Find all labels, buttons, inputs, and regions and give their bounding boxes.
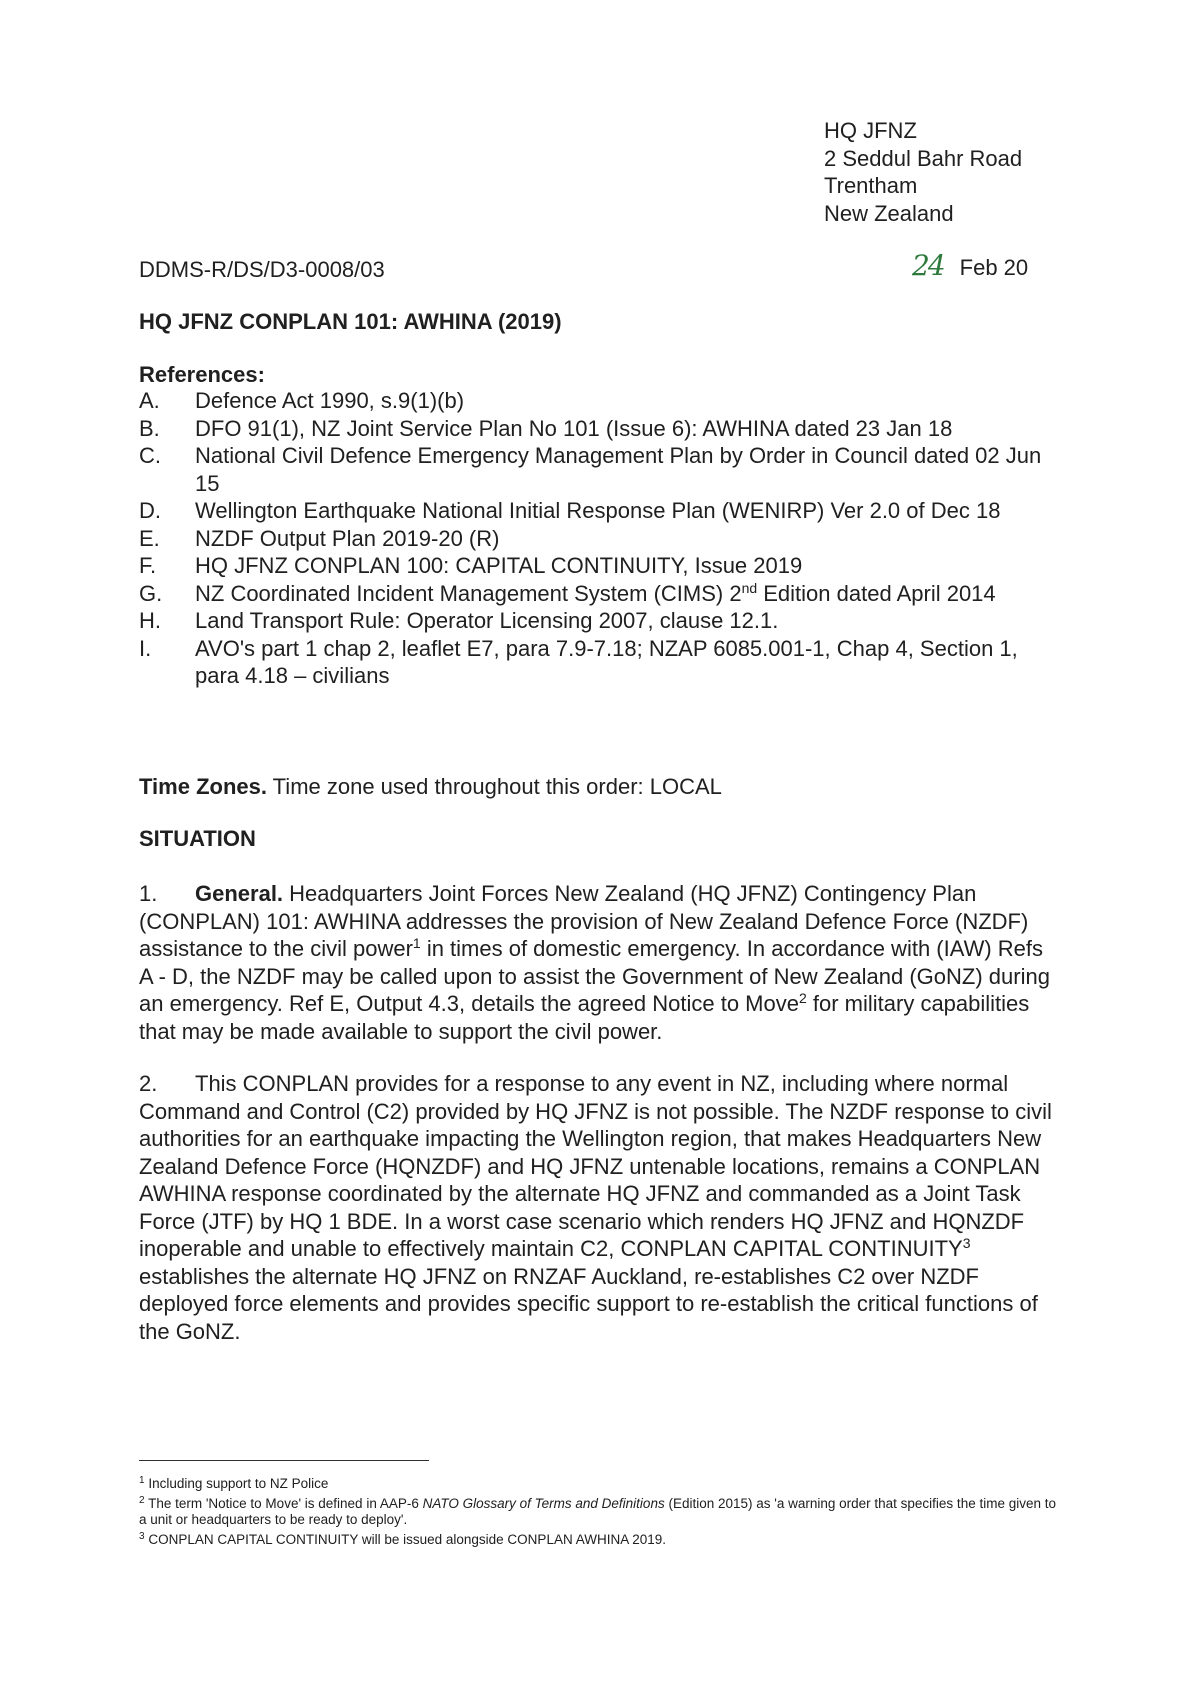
paragraph-text: establishes the alternate HQ JFNZ on RNZAF Auckland, re-establishes C2 over NZDF deployed force elements and provides specific support to re-establish the critical functions of the GoNZ. bbox=[139, 1263, 1038, 1344]
footnote-italic-title: NATO Glossary of Terms and Definitions bbox=[422, 1495, 665, 1511]
reference-text-part: NZ Coordinated Incident Management System (CIMS) 2 bbox=[195, 580, 742, 606]
reference-text: AVO's part 1 chap 2, leaflet E7, para 7.9-7.18; NZAP 6085.001-1, Chap 4, Section 1, para 4.18 – civilians bbox=[195, 635, 1018, 688]
reference-text: HQ JFNZ CONPLAN 100: CAPITAL CONTINUITY, Issue 2019 bbox=[195, 553, 803, 578]
address-line: New Zealand bbox=[824, 200, 954, 226]
paragraph-text: in times of domestic emergency. In accordance with (IAW) Refs A - D, the NZDF may be called upon to assist the Government of New Zealand (GoNZ) during an emergency. Ref E, Output 4.3, details the agreed Notice to Move bbox=[139, 936, 1050, 1016]
reference-item bbox=[139, 387, 1059, 415]
date-month-year: Feb 20 bbox=[959, 255, 1029, 280]
reference-item bbox=[139, 442, 1059, 497]
reference-letter: F. bbox=[139, 553, 157, 578]
reference-letter: G. bbox=[139, 580, 163, 606]
footnote-number: 2 bbox=[139, 1494, 145, 1506]
reference-text-part: Edition dated April 2014 bbox=[757, 580, 996, 606]
ordinal-suffix: nd bbox=[741, 579, 758, 596]
reference-text: Wellington Earthquake National Initial Response Plan (WENIRP) Ver 2.0 of Dec 18 bbox=[195, 498, 1001, 523]
reference-item bbox=[139, 635, 1059, 690]
handwritten-day: 24 bbox=[912, 249, 944, 282]
time-zones-text: Time zone used throughout this order: LOCAL bbox=[266, 774, 722, 799]
address-line: 2 Seddul Bahr Road bbox=[824, 145, 1023, 171]
sender-address bbox=[824, 117, 1022, 227]
reference-text: Defence Act 1990, s.9(1)(b) bbox=[195, 388, 465, 413]
footnote-text: The term 'Notice to Move' is defined in AAP-6 bbox=[144, 1495, 423, 1511]
footnote-marker: 3 bbox=[962, 1235, 971, 1251]
footnote-marker: 2 bbox=[798, 990, 807, 1006]
reference-item bbox=[139, 525, 1059, 553]
references-heading: References: bbox=[139, 362, 265, 387]
footnote-number: 1 bbox=[139, 1475, 145, 1486]
reference-item bbox=[139, 497, 1059, 525]
document-date bbox=[912, 249, 1029, 282]
reference-item bbox=[139, 607, 1059, 635]
footnote-divider bbox=[139, 1460, 429, 1461]
reference-item bbox=[139, 415, 1059, 443]
reference-text: DFO 91(1), NZ Joint Service Plan No 101 (Issue 6): AWHINA dated 23 Jan 18 bbox=[195, 415, 953, 441]
footnote-marker: 1 bbox=[412, 935, 421, 951]
reference-letter: B. bbox=[139, 415, 160, 441]
reference-text: Land Transport Rule: Operator Licensing 2007, clause 12.1. bbox=[195, 608, 779, 633]
document-title: HQ JFNZ CONPLAN 101: AWHINA (2019) bbox=[139, 309, 562, 334]
footnote bbox=[139, 1532, 1059, 1549]
reference-text bbox=[195, 580, 1059, 608]
document-reference-id: DDMS-R/DS/D3-0008/03 bbox=[139, 257, 385, 282]
footnotes bbox=[139, 1476, 1059, 1551]
address-line: Trentham bbox=[824, 173, 918, 198]
paragraph-general bbox=[139, 880, 1059, 1045]
section-heading-situation: SITUATION bbox=[139, 826, 256, 851]
footnote-text: (Edition 2015) as 'a warning order that specifies the time given to a unit or headquarters to be ready to deploy'. bbox=[139, 1495, 1056, 1527]
reference-text: NZDF Output Plan 2019-20 (R) bbox=[195, 525, 500, 551]
reference-letter: C. bbox=[139, 443, 161, 468]
footnote-text: CONPLAN CAPITAL CONTINUITY will be issued alongside CONPLAN AWHINA 2019. bbox=[144, 1531, 666, 1547]
paragraph-text: This CONPLAN provides for a response to any event in NZ, including where normal Command and Control (C2) provided by HQ JFNZ is not possible. The NZDF response to civil authorities for an earthquake impacting the Wellington region, that makes Headquarters New Zealand Defence Force (HQNZDF) and HQ JFNZ untenable locations, remains a CONPLAN AWHINA response coordinated by the alternate HQ JFNZ and commanded as a Joint Task Force (JTF) by HQ 1 BDE. In a worst case scenario which renders HQ JFNZ and HQNZDF inoperable and unable to effectively maintain C2, CONPLAN CAPITAL CONTINUITY bbox=[139, 1071, 1052, 1261]
reference-text: National Civil Defence Emergency Management Plan by Order in Council dated 02 Jun 15 bbox=[195, 443, 1042, 496]
paragraph-text: Headquarters Joint Forces New Zealand (HQ JFNZ) Contingency Plan (CONPLAN) 101: AWHINA addresses the provision of New Zealand Defence Force (NZDF) assistance to the civil power bbox=[139, 881, 1029, 961]
reference-letter: E. bbox=[139, 525, 160, 551]
footnote bbox=[139, 1496, 1059, 1529]
reference-item bbox=[139, 552, 1059, 580]
address-line: HQ JFNZ bbox=[824, 118, 917, 143]
footnote-text: Including support to NZ Police bbox=[144, 1476, 329, 1491]
paragraph-number: 2. bbox=[139, 1071, 158, 1096]
references-list bbox=[139, 387, 1059, 690]
reference-letter: H. bbox=[139, 608, 161, 633]
paragraph-conplan bbox=[139, 1070, 1059, 1345]
time-zones-label: Time Zones. bbox=[139, 774, 267, 799]
footnote bbox=[139, 1476, 1059, 1493]
reference-item bbox=[139, 580, 1059, 608]
reference-letter: D. bbox=[139, 498, 161, 523]
footnote-number: 3 bbox=[139, 1530, 145, 1542]
reference-letter: I. bbox=[139, 635, 152, 661]
paragraph-lead: General. bbox=[195, 881, 284, 906]
reference-letter: A. bbox=[139, 388, 160, 413]
paragraph-text: for military capabilities that may be made available to support the civil power. bbox=[139, 991, 1030, 1044]
time-zones-statement bbox=[139, 773, 722, 801]
paragraph-number: 1. bbox=[139, 881, 158, 906]
